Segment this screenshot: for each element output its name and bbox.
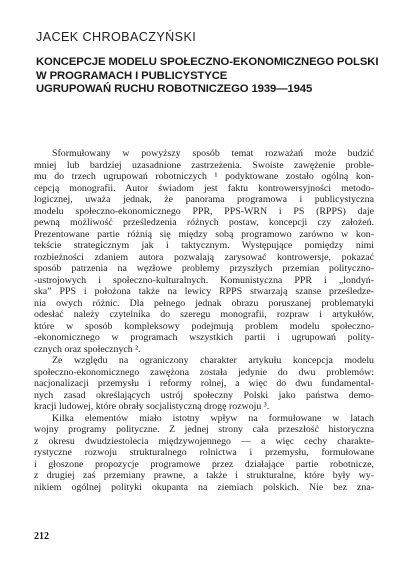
body-line: tekście strategicznym jak i taktycznym. Występujące pomiędzy nimi <box>34 240 374 251</box>
title-line: KONCEPCJE MODELU SPOŁECZNO-EKONOMICZNEGO POLSKI <box>36 56 379 68</box>
body-line: mniej lub bardziej uzasadnione zastrzeżenia. Swoiste zawężenie proble- <box>34 159 374 171</box>
article-body <box>34 148 374 493</box>
body-line: pewną możliwość prześledzenia różnych postaw, koncepcji czy założeń. <box>34 217 374 228</box>
body-line: społeczno-ekonomicznego zawężona została jedynie do dwu problemów: <box>34 366 374 378</box>
body-line: nikiem ogólnej polityki okupanta na ziemiach polskich. Nie bez zna- <box>34 481 374 493</box>
body-line: Sformułowany w powyższy sposób temat rozważań może budzić <box>52 148 374 159</box>
body-line: kracji ludowej, które obrały socjalistyczną drogę rozwoju ³. <box>34 401 270 412</box>
title-line: W PROGRAMACH I PUBLICYSTYCE <box>36 69 228 82</box>
body-line: modelu społeczno-ekonomicznego PPR, PPS-WRN i PS (RPPS) daje <box>34 205 374 217</box>
body-line: Prezentowane partie różnią się między sobą programowo zarówno w kon- <box>34 228 374 240</box>
body-line: odesłać należy czytelnika do szeregu monografii, rozpraw i artykułów, <box>34 309 374 320</box>
body-line: cepcją monografii. Autor świadom jest faktu kontrowersyjności metodo- <box>34 182 374 194</box>
body-line: cznych oraz społecznych ². <box>34 343 141 355</box>
body-line: ska” PPS i położona także na lewicy RPPS stwarzają szanse prześledze- <box>34 286 374 297</box>
body-line: rozbieżności zdaniem autora pozwalają zarysować kontrowersje, pokazać <box>34 251 374 263</box>
body-line: mu do trzech ugrupowań robotniczych ¹ podyktowane zostało ogólną kon- <box>34 171 374 182</box>
body-line: logicznej, uważa jednak, że panorama programowa i publicystyczna <box>34 194 374 205</box>
author-name: JACEK CHROBACZYŃSKI <box>36 30 197 44</box>
body-line: sposób patrzenia na węzłowe problemy przyszłych przemian polityczno- <box>34 263 374 274</box>
body-line: które w sposób kompleksowy podejmują problem modelu społeczno- <box>34 320 374 332</box>
body-line: nia owych różnic. Dla pełnego jednak obrazu poruszanej problematyki <box>34 297 374 309</box>
body-line: rystyczne rozwoju strukturalnego rolnictwa i przemysłu, formułowane <box>34 447 374 458</box>
body-line: z drugiej zaś przemiany prawne, a także i strukturalne, które były wy- <box>34 470 374 481</box>
body-line: nacjonalizacji przemysłu i reformy rolnej, a więc do dwu fundamental- <box>34 378 374 389</box>
title-line: UGRUPOWAŃ RUCHU ROBOTNICZEGO 1939—1945 <box>36 83 313 96</box>
body-line: -ekonomicznego w programach wszystkich partii i ugrupowań polity- <box>34 332 374 343</box>
page-number: 212 <box>34 531 49 542</box>
body-line: i głoszone propozycje programowe przez działające partie robotnicze, <box>34 458 374 470</box>
body-line: Ze względu na ograniczony charakter artykułu koncepcja modelu <box>52 355 374 366</box>
body-line: z okresu dwudziestolecia międzywojennego — a więc cechy charakte- <box>34 435 374 447</box>
body-line: nych zasad określających ustrój społeczny Polski jako państwa demo- <box>34 389 374 401</box>
article-title <box>36 56 379 97</box>
body-line: wojny programy polityczne. Z jednej strony cała przeszłość historyczna <box>34 424 374 435</box>
body-line: Kilka elementów miało istotny wpływ na formułowane w latach <box>52 412 374 424</box>
body-line: -ustrojowych i społeczno-kulturalnych. Komunistyczna PPR i „londyń- <box>34 274 374 286</box>
